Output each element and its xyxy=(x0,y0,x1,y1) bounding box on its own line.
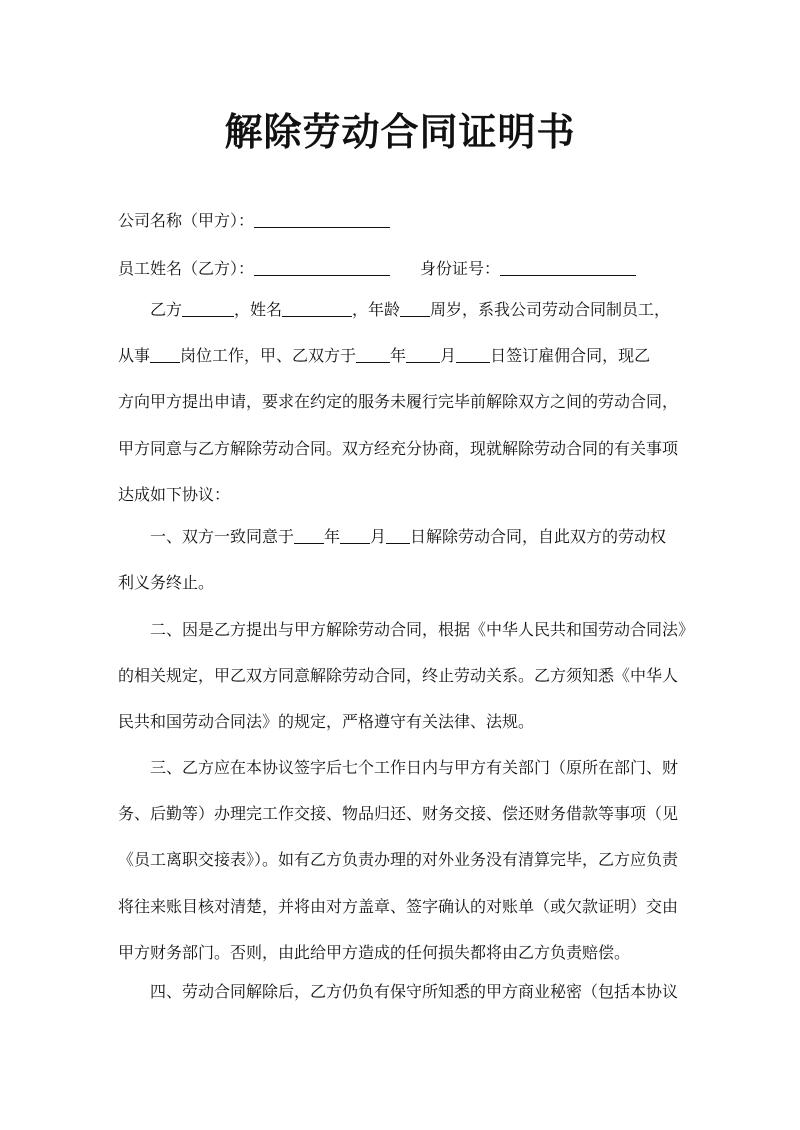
clause-2-line-1: 二、因是乙方提出与甲方解除劳动合同，根据《中华人民共和国劳动合同法》 xyxy=(150,620,695,639)
clause-1-line-1: 一、双方一致同意于 年 月 日解除劳动合同，自此双方的劳动权 xyxy=(150,527,667,546)
clause-2-line-3: 民共和国劳动合同法》的规定，严格遵守有关法律、法规。 xyxy=(118,712,535,732)
intro-line-1: 乙方 ，姓名 ，年龄 周岁，系我公司劳动合同制员工， xyxy=(150,300,671,319)
sign-year-blank[interactable] xyxy=(356,346,390,363)
sign-day-blank[interactable] xyxy=(456,346,490,363)
intro-line-3: 方向甲方提出申请，要求在约定的服务未履行完毕前解除双方之间的劳动合同， xyxy=(118,392,679,412)
company-name-field xyxy=(118,210,390,232)
clause-4 xyxy=(118,969,688,1015)
employee-name-blank[interactable] xyxy=(254,259,390,276)
sign-month-blank[interactable] xyxy=(406,346,440,363)
clause-3-line-2: 务、后勤等）办理完工作交接、物品归还、财务交接、偿还财务借款等事项（见 xyxy=(118,804,679,824)
employee-info-field xyxy=(118,258,636,280)
document-title: 解除劳动合同证明书 xyxy=(224,109,576,154)
intro-line-4: 甲方同意与乙方解除劳动合同。双方经充分协商，现就解除劳动合同的有关事项 xyxy=(118,438,679,458)
id-number-label: 身份证号： xyxy=(420,259,501,278)
clause-4-line-1: 四、劳动合同解除后，乙方仍负有保守所知悉的甲方商业秘密（包括本协议 xyxy=(150,982,679,1001)
clause-2 xyxy=(118,607,695,746)
department-blank[interactable] xyxy=(182,300,234,317)
age-blank[interactable] xyxy=(400,300,430,317)
terminate-month-blank[interactable] xyxy=(340,527,370,544)
terminate-year-blank[interactable] xyxy=(294,527,324,544)
company-name-label: 公司名称（甲方）： xyxy=(118,211,255,230)
intro-line-2: 从事 岗位工作，甲、乙双方于 年 月 日签订雇佣合同，现乙 xyxy=(118,346,651,366)
terminate-day-blank[interactable] xyxy=(386,527,410,544)
clause-3-line-1: 三、乙方应在本协议签字后七个工作日内与甲方有关部门（原所在部门、财 xyxy=(150,758,679,777)
company-name-blank[interactable] xyxy=(254,211,390,228)
clause-3-line-4: 将往来账目核对清楚，并将由对方盖章、签字确认的对账单（或欠款证明）交由 xyxy=(118,896,679,916)
clause-1 xyxy=(118,514,688,606)
intro-paragraph xyxy=(118,287,688,518)
clause-3-line-3: 《员工离职交接表》）。如有乙方负责办理的对外业务没有清算完毕，乙方应负责 xyxy=(118,850,679,870)
name-blank[interactable] xyxy=(282,300,352,317)
clause-2-line-2: 的相关规定，甲乙双方同意解除劳动合同，终止劳动关系。乙方须知悉《中华人 xyxy=(118,666,679,686)
intro-line-5: 达成如下协议： xyxy=(118,484,231,504)
position-blank[interactable] xyxy=(150,346,180,363)
employee-name-label: 员工姓名（乙方）： xyxy=(118,259,255,278)
clause-3-line-5: 甲方财务部门。否则，由此给甲方造成的任何损失都将由乙方负责赔偿。 xyxy=(118,942,631,962)
id-number-blank[interactable] xyxy=(500,259,636,276)
clause-3 xyxy=(118,745,688,976)
clause-1-line-2: 利义务终止。 xyxy=(118,573,215,593)
